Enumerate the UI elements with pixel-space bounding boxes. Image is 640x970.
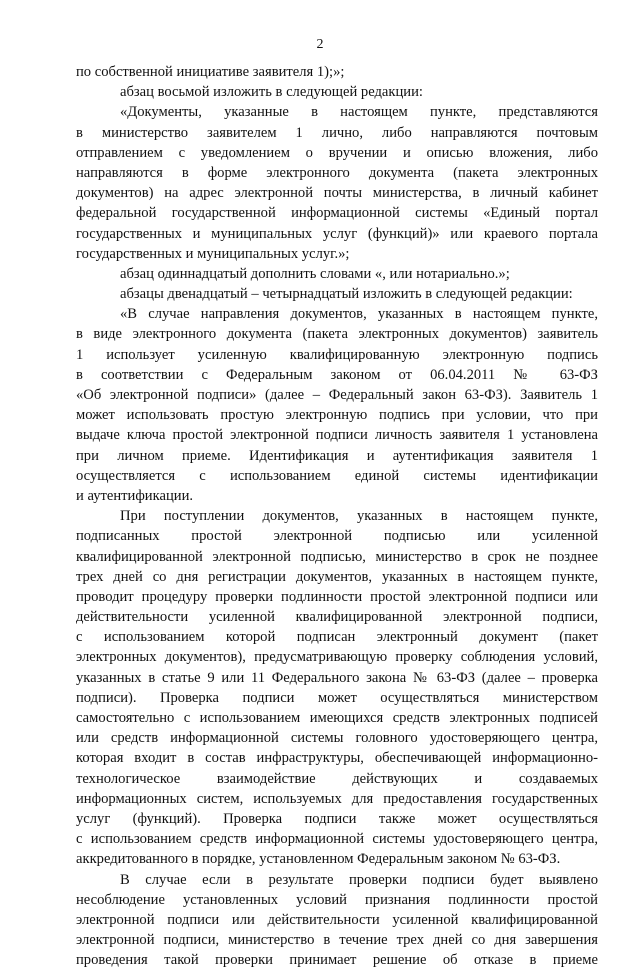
text-line: отправлением с уведомлением о вручении и описью вложения, либо [76,144,598,161]
text-line: указанных в статье 9 или 11 Федерального закона № 63-ФЗ (далее – проверка [76,669,598,686]
text-line: по собственной инициативе заявителя 1);»; [76,64,345,80]
text-line: федеральной государственной информационной системы «Единый портал [76,205,598,222]
text-line: с использованием средств информационной системы удостоверяющего центра, [76,831,598,848]
page-number: 2 [316,37,324,52]
text-line: выдаче ключа простой электронной подписи личность заявителя 1 установлена [76,427,598,444]
text-line: и аутентификации. [76,487,194,504]
text-line: услуг (функций). Проверка подписи также может осуществляться [76,810,598,827]
text-line: проведения такой проверки принимает решение об отказе в приеме [76,952,598,969]
text-line: самостоятельно с использованием имеющихся средств электронных подписей [76,710,598,726]
text-line: «Документы, указанные в настоящем пункте, представляются [120,104,598,121]
text-line: осуществляется с использованием единой системы идентификации [76,467,598,484]
text-line: В случае если в результате проверки подписи будет выявлено [120,871,598,888]
text-line: проводит процедуру проверки подлинности простой электронной подписи или [76,588,598,605]
text-line: абзацы двенадцатый – четырнадцатый изложить в следующей редакции: [120,286,573,303]
body-text [76,62,598,970]
text-line: государственных и муниципальных услуг.»; [76,245,350,262]
text-line: трех дней со дня регистрации документов, указанных в настоящем пункте, [76,568,598,585]
text-line: квалифицированной электронной подписью, министерство в срок не позднее [76,548,598,565]
text-line: абзац одиннадцатый дополнить словами «, или нотариально.»; [120,265,510,282]
text-line: 1 использует усиленную квалифицированную электронную подпись [76,346,598,363]
text-line: «Об электронной подписи» (далее – Федеральный закон 63-ФЗ). Заявитель 1 [76,387,598,403]
text-line: или средств информационной системы головного удостоверяющего центра, [76,730,598,747]
text-line: электронной подписи, министерство в течение трех дней со дня завершения [76,932,598,949]
text-line: При поступлении документов, указанных в настоящем пункте, [120,508,598,525]
text-line: абзац восьмой изложить в следующей редакции: [120,84,423,101]
text-line: в соответствии с Федеральным законом от 06.04.2011 № 63-ФЗ [76,366,598,383]
text-line: аккредитованного в порядке, установленном Федеральным законом № 63-ФЗ. [76,851,561,868]
text-line: документов) на адрес электронной почты министерства, в личный кабинет [76,185,598,202]
text-line: направляются в форме электронного документа (пакета электронных [76,164,598,181]
text-line: государственных и муниципальных услуг (функций)» или краевого портала [76,225,598,242]
text-line: электронных документов), предусматривающую проверку соблюдения условий, [76,649,598,666]
text-line: несоблюдение установленных условий признания подлинности простой [76,891,598,908]
text-line: которая входит в состав инфраструктуры, обеспечивающей информационно- [76,750,598,767]
text-line: при личном приеме. Идентификация и аутентификация заявителя 1 [76,447,598,464]
text-line: информационных систем, используемых для предоставления государственных [76,790,598,807]
text-line: действительности усиленной квалифицированной электронной подписи, [76,609,598,626]
text-line: подписанных простой электронной подписью или усиленной [76,528,598,545]
text-line: «В случае направления документов, указанных в настоящем пункте, [120,306,598,323]
text-line: подписи). Проверка подписи может осуществляться министерством [76,689,598,706]
text-line: электронной подписи или действительности усиленной квалифицированной [76,911,598,928]
text-line: с использованием которой подписан электронный документ (пакет [76,629,598,646]
text-line: может использовать простую электронную подпись при условии, что при [76,407,598,424]
text-line: в министерство заявителем 1 лично, либо направляются почтовым [76,124,598,141]
text-line: в виде электронного документа (пакета электронных документов) заявитель [76,326,598,343]
text-line: технологическое взаимодействие действующих и создаваемых [76,770,598,787]
